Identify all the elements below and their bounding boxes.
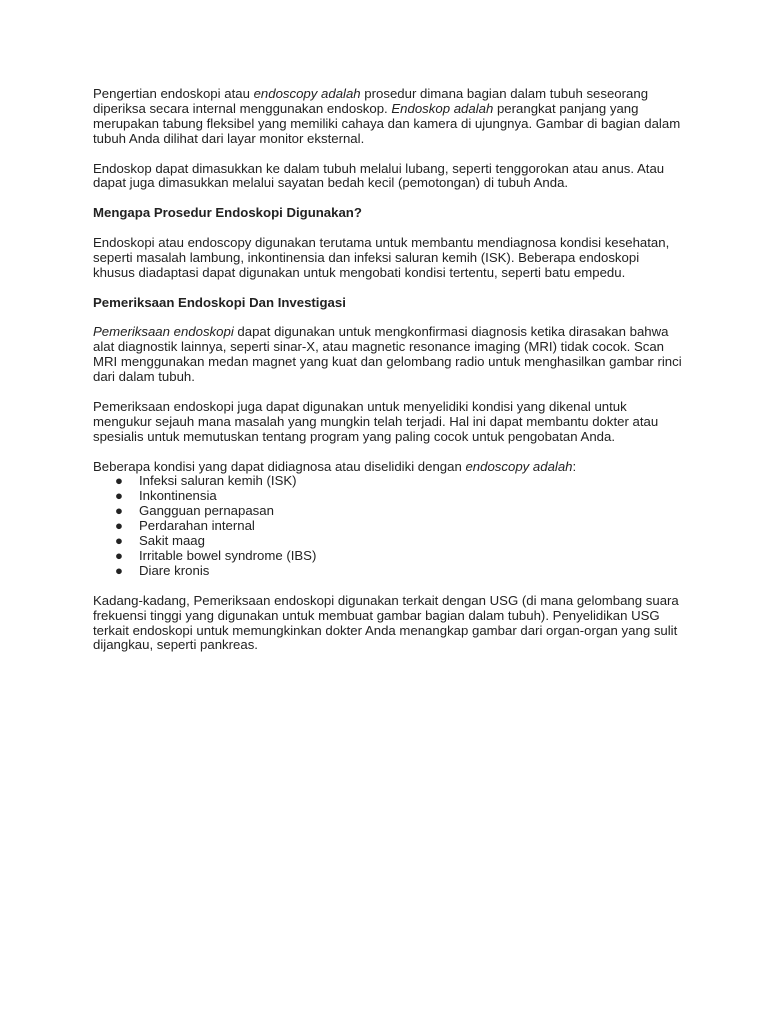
list-item: ● Diare kronis <box>115 562 210 578</box>
text-run: prosedur dimana bagian dalam tubuh seseorang diperiksa secara internal menggunakan endoskop. <box>93 86 649 116</box>
paragraph-insertion: Endoskop dapat dimasukkan ke dalam tubuh melalui lubang, seperti tenggorokan atau anus. Atau dapat juga dimasukkan melalui sayatan bedah kecil (pemotongan) di tubuh Anda. <box>93 160 665 191</box>
paragraph-usg: Kadang-kadang, Pemeriksaan endoskopi digunakan terkait dengan USG (di mana gelombang suara frekuensi tinggi yang digunakan untuk membuat gambar bagian dalam tubuh). Penyelidikan USG terkait endoskopi untuk memungkinkan dokter Anda menangkap gambar dari organ-organ yang sulit dijangkau, seperti pankreas. <box>93 592 679 653</box>
paragraph-confirm-diagnosis <box>93 325 683 385</box>
paragraph-conditions-intro <box>93 460 683 475</box>
text-run: : <box>572 458 577 474</box>
italic-term: endoscopy adalah <box>465 458 573 474</box>
document-page <box>93 87 683 653</box>
text-run: Pengertian endoskopi atau <box>93 86 254 101</box>
italic-term: endoscopy adalah <box>253 86 361 101</box>
list-item: ● Infeksi saluran kemih (ISK) <box>115 473 297 489</box>
section-heading-investigation: Pemeriksaan Endoskopi Dan Investigasi <box>93 294 346 310</box>
bullet-icon: ● <box>115 547 123 563</box>
text-run: dapat digunakan untuk mengkonfirmasi diagnosis ketika dirasakan bahwa alat diagnostik lainnya, seperti sinar-X, atau magnetic resonance imaging (MRI) tidak cocok. Scan MRI menggunakan medan magnet yang kuat dan gelombang radio untuk menghasilkan gambar rinci dari dalam tubuh. <box>93 324 682 385</box>
list-item: ● Perdarahan internal <box>115 518 255 534</box>
italic-term: Pemeriksaan endoskopi <box>93 324 234 340</box>
text-run: Beberapa kondisi yang dapat didiagnosa atau diselidiki dengan <box>93 458 466 474</box>
bullet-icon: ● <box>115 533 123 549</box>
bullet-icon: ● <box>115 473 123 489</box>
list-item: ● Gangguan pernapasan <box>115 503 274 519</box>
paragraph-definition <box>93 87 683 147</box>
list-item: ● Irritable bowel syndrome (IBS) <box>115 547 317 563</box>
bullet-icon: ● <box>115 562 123 578</box>
section-heading-why: Mengapa Prosedur Endoskopi Digunakan? <box>93 205 362 221</box>
bullet-icon: ● <box>115 503 123 519</box>
italic-term: Endoskop adalah <box>391 100 494 116</box>
paragraph-uses: Endoskopi atau endoscopy digunakan terutama untuk membantu mendiagnosa kondisi kesehatan, seperti masalah lambung, inkontinensia dan infeksi saluran kemih (ISK). Beberapa endoskopi khusus diadaptasi dapat digunakan untuk mengobati kondisi tertentu, seperti batu empedu. <box>93 235 670 280</box>
conditions-list <box>93 474 683 578</box>
text-run: perangkat panjang yang merupakan tabung fleksibel yang memiliki cahaya dan kamera di ujungnya. Gambar di bagian dalam tubuh Anda dilihat dari layar monitor eksternal. <box>93 100 681 146</box>
list-item: ● Sakit maag <box>115 533 205 549</box>
paragraph-investigate: Pemeriksaan endoskopi juga dapat digunakan untuk menyelidiki kondisi yang dikenal untuk mengukur sejauh mana masalah yang mungkin telah terjadi. Hal ini dapat membantu dokter atau spesialis untuk memutuskan tentang program yang paling cocok untuk pengobatan Anda. <box>93 398 659 444</box>
list-item: ● Inkontinensia <box>115 488 217 504</box>
bullet-icon: ● <box>115 518 123 534</box>
bullet-icon: ● <box>115 488 123 504</box>
